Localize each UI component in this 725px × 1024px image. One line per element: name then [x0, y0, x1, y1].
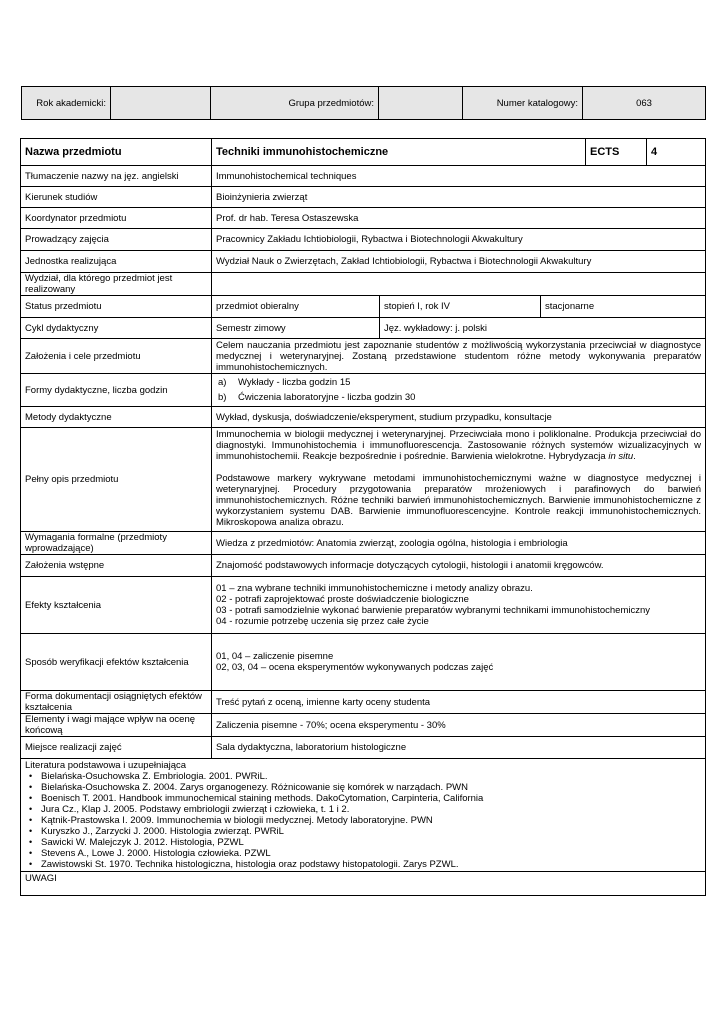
uwagi-cell: UWAGI	[21, 872, 706, 896]
wymagania-value: Wiedza z przedmiotów: Anatomia zwierząt, zoologia ogólna, histologia i embriologia	[212, 532, 706, 555]
forma-studiow-value: stacjonarne	[541, 296, 706, 318]
elementy-wagi-label: Elementy i wagi mające wpływ na ocenę końcową	[21, 714, 212, 737]
opis-paragraph-2: Podstawowe markery wykrywane metodami immunohistochemicznymi ważne w diagnostyce medycznej i weterynaryjnej. Procedury przygotowania preparatów mrożeniowych i parafinowych do barwień immunohistochemicznych. Różne techniki barwień immunohistochemicznych. Barwienie immunohistochemiczne z wykorzystaniem systemu DAB. Barwienie immunofluorescencyjne. Kontrole reakcji immunohistochemicznych. Mikroskopowa analiza obrazu.	[216, 473, 701, 528]
efekt-line: 01 – zna wybrane techniki immunohistochemiczne i metody analizy obrazu.	[216, 583, 533, 594]
row-label: Wydział, dla którego przedmiot jest realizowany	[21, 273, 212, 296]
list-item: b) Ćwiczenia laboratoryjne - liczba godzin 30	[218, 392, 416, 403]
list-item: • Boenisch T. 2001. Handbook immunochemical staining methods. DakoCytomation, Carpinteria, California	[41, 793, 701, 804]
course-name-value: Techniki immunohistochemiczne	[212, 139, 586, 166]
literatura-cell	[21, 759, 706, 872]
opis-label: Pełny opis przedmiotu	[21, 428, 212, 532]
row-value: Bioinżynieria zwierząt	[212, 187, 706, 208]
list-item: • Stevens A., Lowe J. 2000. Histologia człowieka. PZWL	[41, 848, 701, 859]
formy-label: Formy dydaktyczne, liczba godzin	[21, 374, 212, 407]
numer-katalogowy-label: Numer katalogowy:	[463, 87, 583, 120]
forma-dokumentacji-label: Forma dokumentacji osiągniętych efektów kształcenia	[21, 691, 212, 714]
wymagania-label: Wymagania formalne (przedmioty wprowadzające)	[21, 532, 212, 555]
literatura-label: Literatura podstawowa i uzupełniająca	[25, 760, 187, 771]
grupa-przedmiotow-label: Grupa przedmiotów:	[211, 87, 379, 120]
sposob-line: 01, 04 – zaliczenie pisemne	[216, 651, 334, 662]
metody-label: Metody dydaktyczne	[21, 407, 212, 428]
forma-dokumentacji-value: Treść pytań z oceną, imienne karty oceny studenta	[212, 691, 706, 714]
list-item: • Jura Cz., Klap J. 2005. Podstawy embriologii zwierząt i człowieka, t. 1 i 2.	[41, 804, 701, 815]
zalozenia-wstepne-value: Znajomość podstawowych informacje dotyczących cytologii, histologii i anatomii kręgowców.	[212, 555, 706, 577]
efekty-value	[212, 577, 706, 634]
opis-value	[212, 428, 706, 532]
efekt-line: 03 - potrafi samodzielnie wykonać barwienie preparatów wybranymi technikami immunohistochemiczny	[216, 605, 651, 616]
sposob-value	[212, 634, 706, 691]
row-label: Kierunek studiów	[21, 187, 212, 208]
list-item: • Bielańska-Osuchowska Z. Embriologia. 2001. PWRiL.	[41, 771, 701, 782]
row-value: Prof. dr hab. Teresa Ostaszewska	[212, 208, 706, 229]
stopien-value: stopień I, rok IV	[380, 296, 541, 318]
numer-katalogowy-value: 063	[583, 87, 706, 120]
grupa-przedmiotow-value[interactable]	[379, 87, 463, 120]
row-value	[212, 273, 706, 296]
efekt-line: 02 - potrafi zaprojektować proste doświadczenie biologiczne	[216, 594, 469, 605]
miejsce-value: Sala dydaktyczna, laboratorium histologiczne	[212, 737, 706, 759]
course-name-label: Nazwa przedmiotu	[21, 139, 212, 166]
literatura-list	[25, 771, 701, 870]
miejsce-label: Miejsce realizacji zajęć	[21, 737, 212, 759]
jezyk-value: Jęz. wykładowy: j. polski	[380, 318, 706, 339]
row-value: Pracownicy Zakładu Ichtiobiologii, Rybactwa i Biotechnologii Akwakultury	[212, 229, 706, 251]
list-item: a) Wykłady - liczba godzin 15	[218, 377, 351, 388]
course-syllabus-table	[20, 138, 706, 896]
list-item: • Bielańska-Osuchowska Z. 2004. Zarys organogenezy. Różnicowanie się komórek w narządach. PWN	[41, 782, 701, 793]
opis-paragraph-1: Immunochemia w biologii medycznej i weterynaryjnej. Przeciwciała mono i poliklonalne. Produkcja przeciwciał do diagnostyki. Immunohistochemia i immunofluorescencja. Zastosowanie różnych systemów wizualizacyjnych w immunohistochemii. Reakcje bezpośrednie i pośrednie. Barwienia wielokrotne. Hybrydyzacja in situ.	[216, 429, 701, 462]
sposob-line: 02, 03, 04 – ocena eksperymentów wykonywanych podczas zajęć	[216, 662, 494, 673]
catalog-header-table	[21, 86, 706, 120]
row-label: Jednostka realizująca	[21, 251, 212, 273]
status-label: Status przedmiotu	[21, 296, 212, 318]
row-label: Koordynator przedmiotu	[21, 208, 212, 229]
ects-label: ECTS	[586, 139, 647, 166]
cykl-label: Cykl dydaktyczny	[21, 318, 212, 339]
elementy-wagi-value: Zaliczenia pisemne - 70%; ocena eksperymentu - 30%	[212, 714, 706, 737]
cykl-value: Semestr zimowy	[212, 318, 380, 339]
row-value: Immunohistochemical techniques	[212, 166, 706, 187]
zalozenia-wstepne-label: Założenia wstępne	[21, 555, 212, 577]
formy-value	[212, 374, 706, 407]
list-item: • Kątnik-Prastowska I. 2009. Immunochemia w biologii medycznej. Metody laboratoryjne. PWN	[41, 815, 701, 826]
status-value: przedmiot obieralny	[212, 296, 380, 318]
list-item: • Kuryszko J., Zarzycki J. 2000. Histologia zwierząt. PWRiL	[41, 826, 701, 837]
row-label: Prowadzący zajęcia	[21, 229, 212, 251]
ects-value: 4	[647, 139, 706, 166]
list-item: • Sawicki W. Malejczyk J. 2012. Histologia, PZWL	[41, 837, 701, 848]
list-item: • Zawistowski St. 1970. Technika histologiczna, histologia oraz podstawy histopatologii. Zarys PZWL.	[41, 859, 701, 870]
row-label: Tłumaczenie nazwy na jęz. angielski	[21, 166, 212, 187]
zalozenia-cele-label: Założenia i cele przedmiotu	[21, 339, 212, 374]
metody-value: Wykład, dyskusja, doświadczenie/eksperyment, studium przypadku, konsultacje	[212, 407, 706, 428]
efekty-label: Efekty kształcenia	[21, 577, 212, 634]
zalozenia-cele-value: Celem nauczania przedmiotu jest zapoznanie studentów z możliwością wykorzystania przeciwciał w diagnostyce medycznej i weterynaryjnej. Zostaną przedstawione studentom różne metody wykonywania preparatów immunohistochemicznych.	[212, 339, 706, 374]
rok-akademicki-label: Rok akademicki:	[22, 87, 111, 120]
formy-list	[216, 375, 701, 405]
rok-akademicki-value[interactable]	[111, 87, 211, 120]
efekt-line: 04 - rozumie potrzebę uczenia się przez całe życie	[216, 616, 429, 627]
sposob-label: Sposób weryfikacji efektów kształcenia	[21, 634, 212, 691]
row-value: Wydział Nauk o Zwierzętach, Zakład Ichtiobiologii, Rybactwa i Biotechnologii Akwakultury	[212, 251, 706, 273]
